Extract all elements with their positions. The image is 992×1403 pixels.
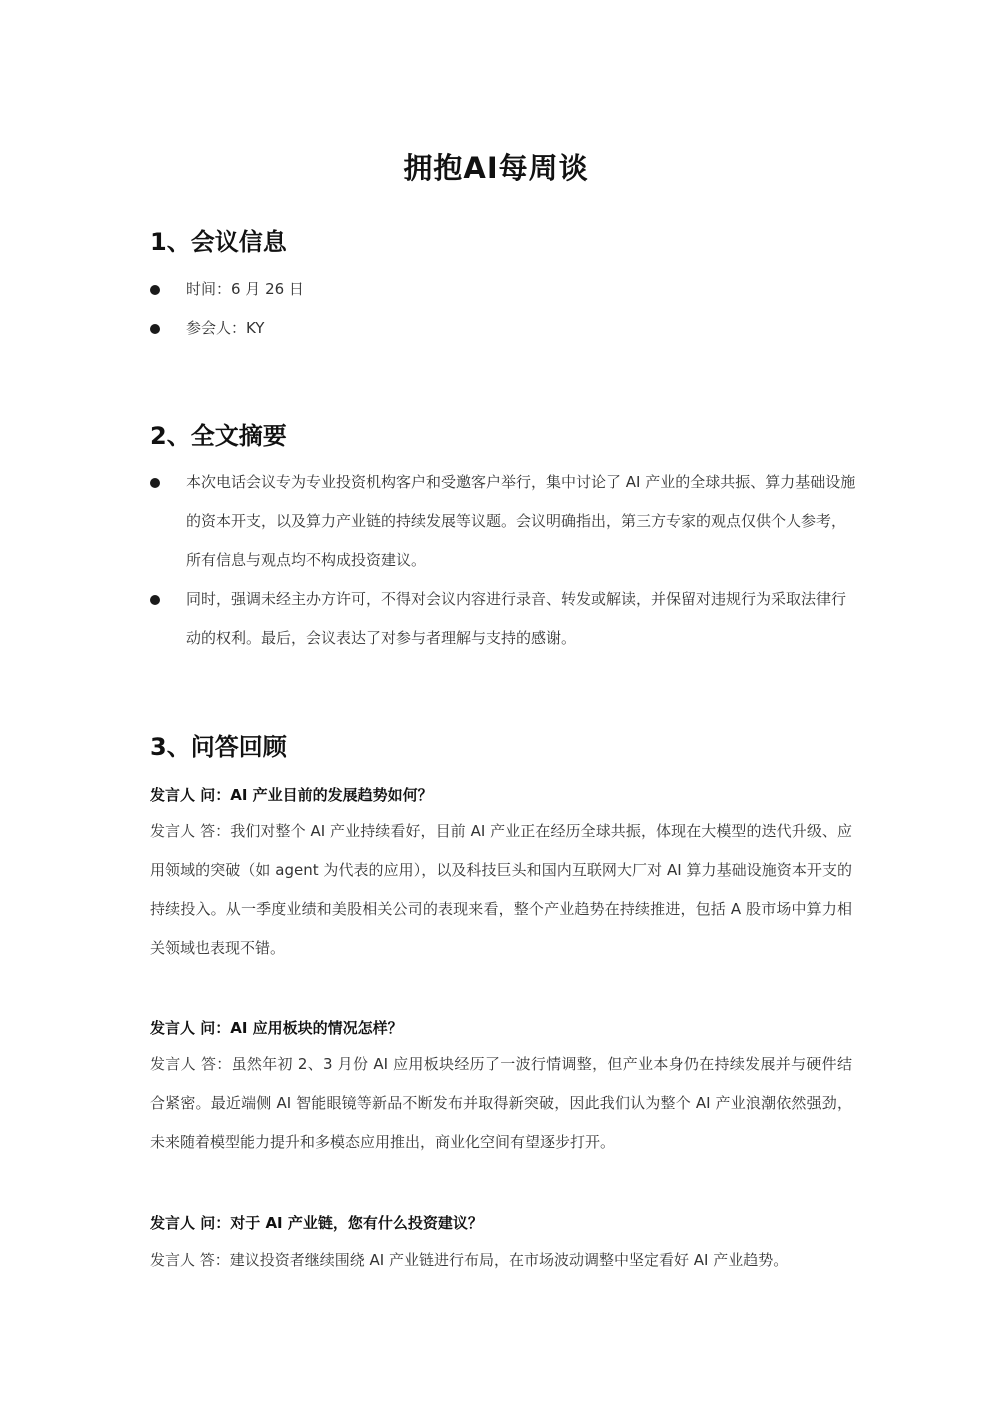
qa-answer-1: 发言人 答：我们对整个 AI 产业持续看好，目前 AI 产业正在经历全球共振，体现在大模型的迭代升级、应用领域的突破（如 agent 为代表的应用），以及科技巨头和国内互联网大厂对 AI 算力基础设施资本开支的持续投入。从一季度业绩和美股相关公司的表现来看，整个产业趋势在持续推进，包括 A 股市场中算力相关领域也表现不错。 xyxy=(150,822,852,957)
section-heading-qa: 3、问答回顾 xyxy=(150,733,287,761)
list-item-text: 参会人：KY xyxy=(186,319,265,337)
qa-question-1: 发言人 问：AI 产业目前的发展趋势如何？ xyxy=(150,786,433,804)
list-item-text: 本次电话会议专为专业投资机构客户和受邀客户举行，集中讨论了 AI 产业的全球共振、算力基础设施的资本开支，以及算力产业链的持续发展等议题。会议明确指出，第三方专家的观点仅供个人参考，所有信息与观点均不构成投资建议。 xyxy=(186,473,856,569)
document-title: 拥抱AI每周谈 xyxy=(403,151,589,185)
qa-answer-3: 发言人 答：建议投资者继续围绕 AI 产业链进行布局，在市场波动调整中坚定看好 AI 产业趋势。 xyxy=(150,1251,789,1269)
section-heading-summary: 2、全文摘要 xyxy=(150,422,287,450)
bullet-icon xyxy=(150,285,160,295)
bullet-icon xyxy=(150,324,160,334)
list-item-text: 时间：6 月 26 日 xyxy=(186,280,304,298)
qa-question-3: 发言人 问：对于 AI 产业链，您有什么投资建议？ xyxy=(150,1214,483,1232)
bullet-icon xyxy=(150,478,160,488)
list-item-text: 同时，强调未经主办方许可，不得对会议内容进行录音、转发或解读，并保留对违规行为采取法律行动的权利。最后，会议表达了对参与者理解与支持的感谢。 xyxy=(186,590,847,647)
qa-answer-2: 发言人 答：虽然年初 2、3 月份 AI 应用板块经历了一波行情调整，但产业本身仍在持续发展并与硬件结合紧密。最近端侧 AI 智能眼镜等新品不断发布并取得新突破，因此我们认为整个 AI 产业浪潮依然强劲，未来随着模型能力提升和多模态应用推出，商业化空间有望逐步打开。 xyxy=(150,1055,852,1151)
bullet-icon xyxy=(150,595,160,605)
qa-question-2: 发言人 问：AI 应用板块的情况怎样？ xyxy=(150,1019,403,1037)
section-heading-meeting-info: 1、会议信息 xyxy=(150,228,287,256)
